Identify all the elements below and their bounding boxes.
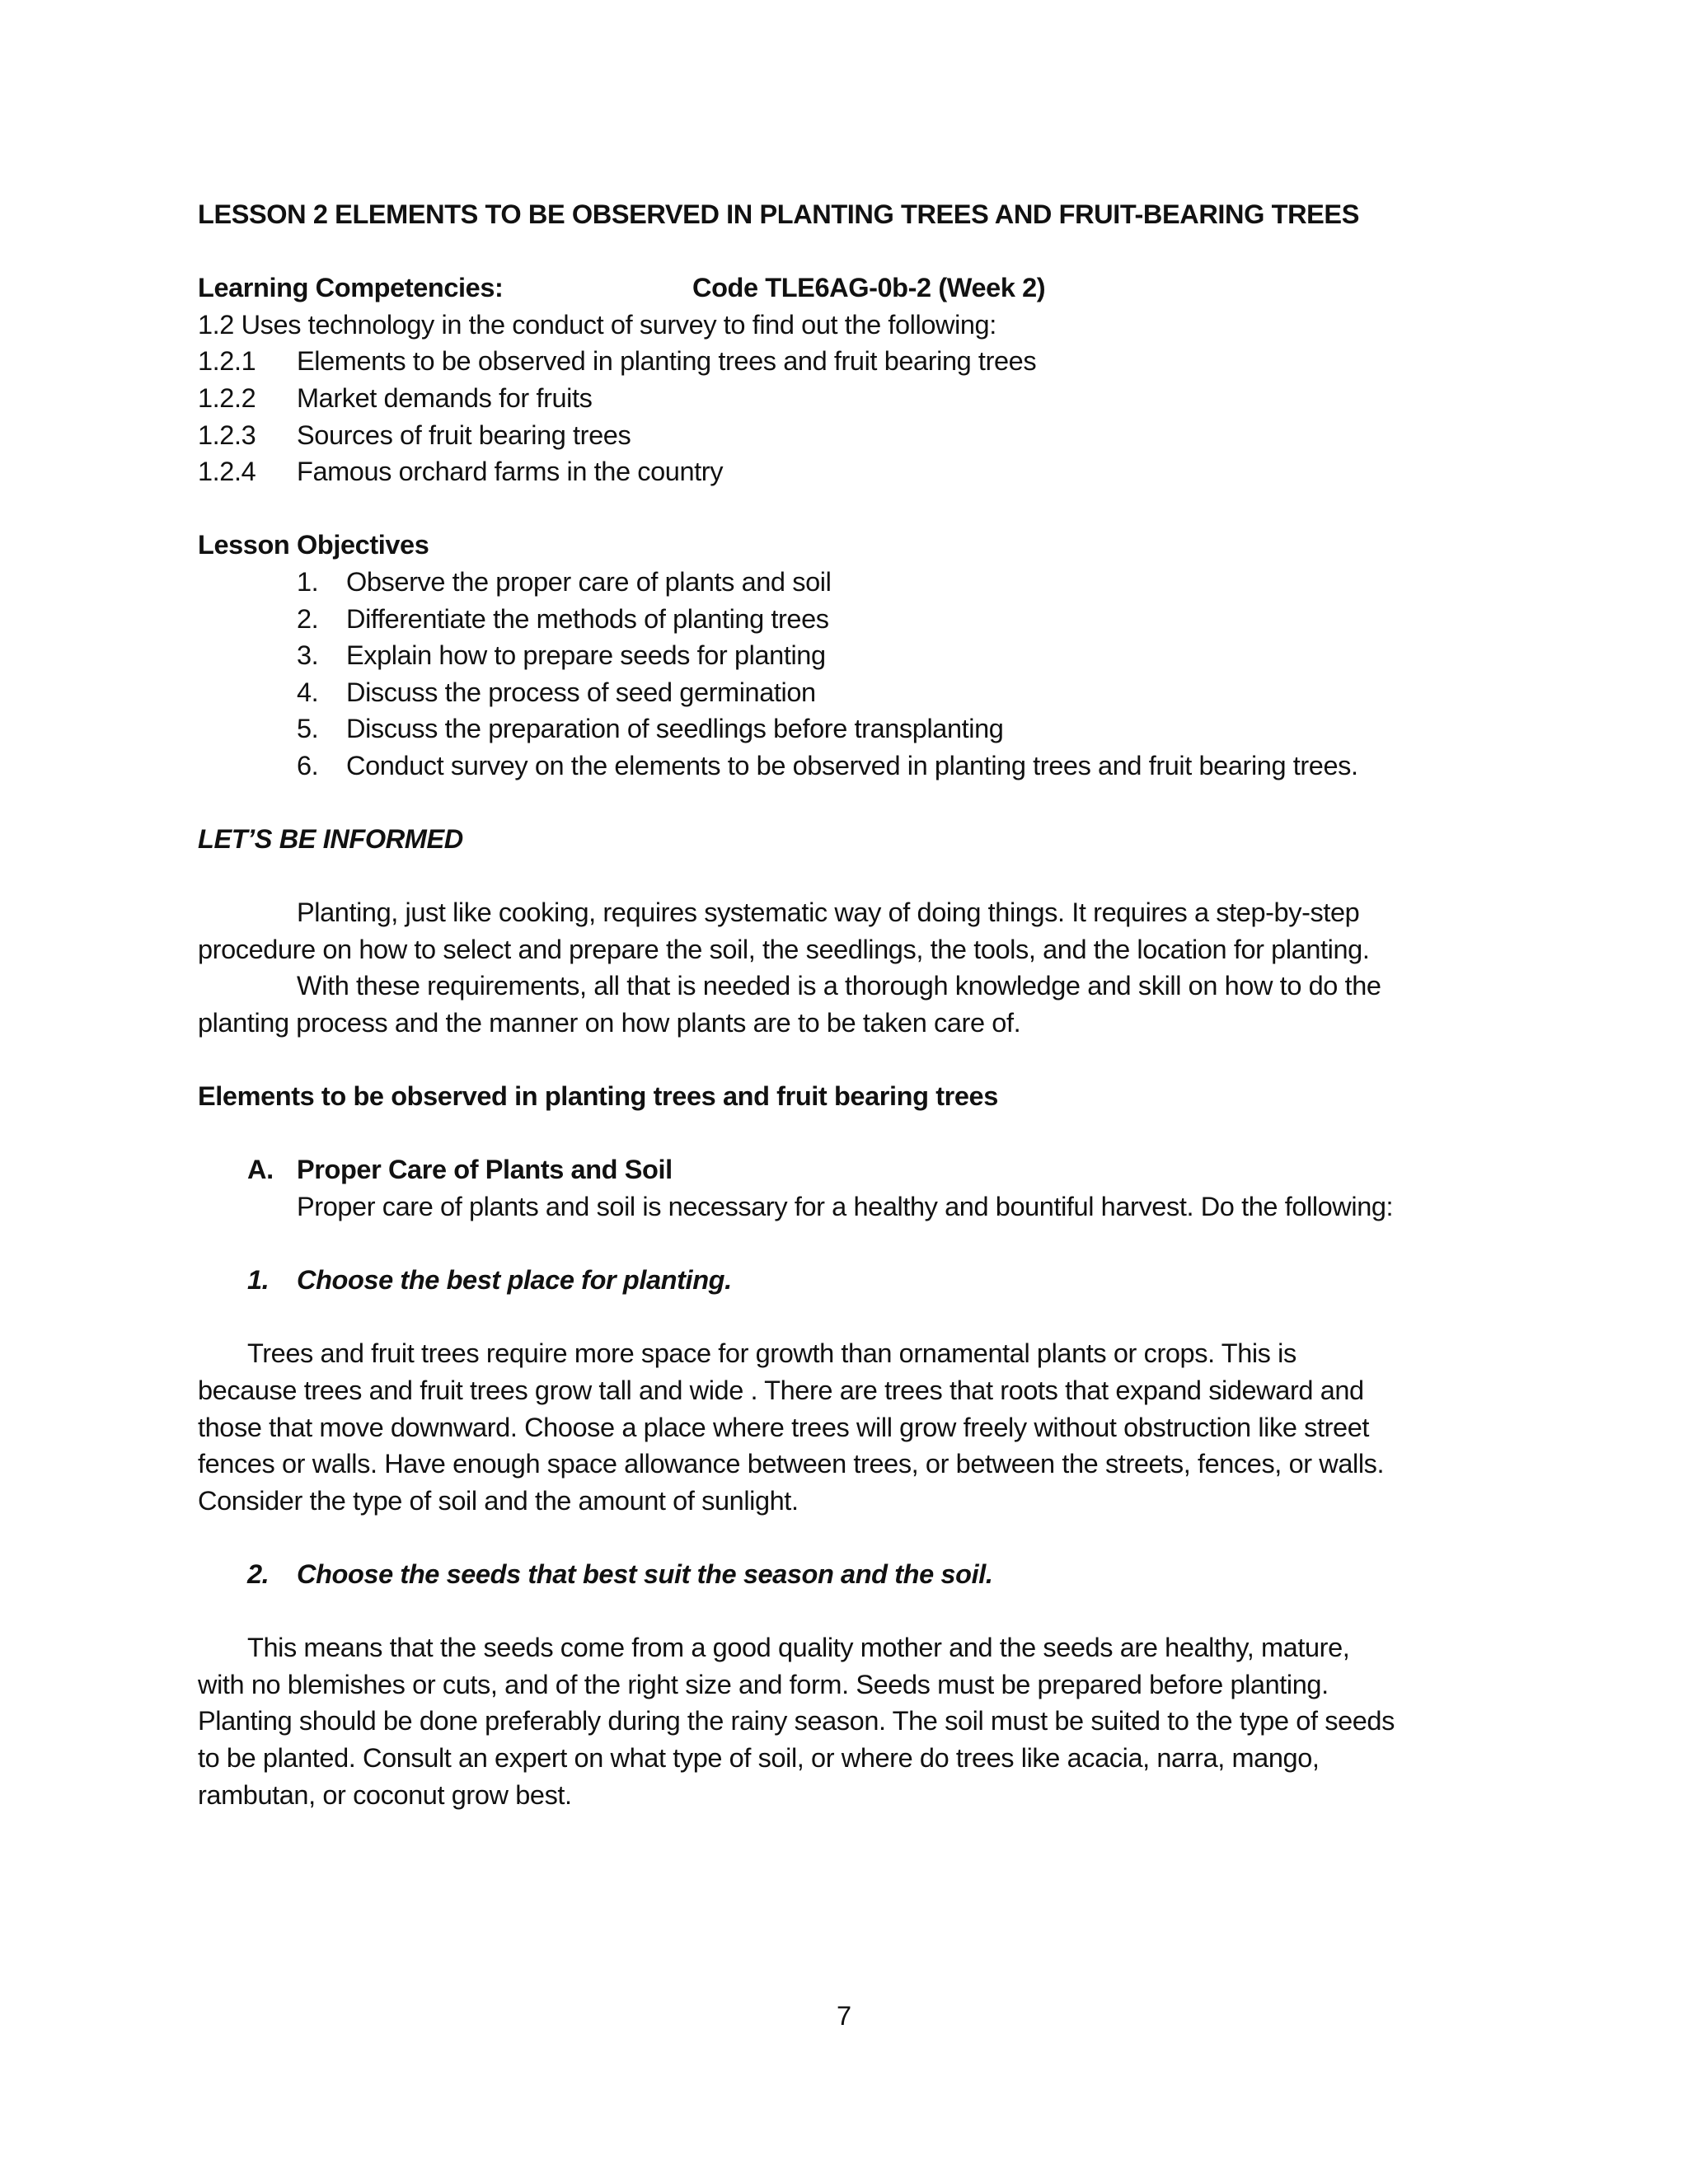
informed-paragraph-line: planting process and the manner on how plants are to be taken care of. [198, 1008, 1021, 1038]
objective-text: Observe the proper care of plants and soil [346, 566, 832, 597]
objective-text: Discuss the process of seed germination [346, 677, 816, 707]
competency-item [198, 417, 1517, 454]
step-number: 1. [247, 1265, 270, 1296]
competency-number: 1.2.2 [198, 382, 256, 413]
step-1-paragraph-line: because trees and fruit trees grow tall and wide . There are trees that roots that expand sideward and [198, 1376, 1364, 1405]
objective-item [198, 710, 1517, 748]
competency-item [198, 453, 1517, 490]
page-number: 7 [836, 2001, 852, 2031]
step-title: Choose the best place for planting. [297, 1265, 732, 1296]
objectives-heading: Lesson Objectives [198, 530, 429, 560]
step-2-paragraph-line: rambutan, or coconut grow best. [198, 1779, 572, 1810]
objective-number: 2. [297, 603, 319, 634]
objective-text: Conduct survey on the elements to be observed in planting trees and fruit bearing trees. [346, 750, 1358, 780]
step-1-paragraph-line: Trees and fruit trees require more space for growth than ornamental plants or crops. This is [247, 1338, 1296, 1369]
competency-item [198, 343, 1517, 380]
spacer [198, 785, 1517, 822]
step-1-heading [198, 1262, 1517, 1299]
objective-item [198, 637, 1517, 674]
objective-item [198, 564, 1517, 601]
spacer [198, 1226, 1517, 1263]
step-2-paragraph-line: with no blemishes or cuts, and of the right size and form. Seeds must be prepared before planting. [198, 1669, 1329, 1699]
informed-paragraph-line: Planting, just like cooking, requires systematic way of doing things. It requires a step-by-step [297, 898, 1360, 928]
step-2-paragraph-line: Planting should be done preferably during the rainy season. The soil must be suited to the type of seeds [198, 1706, 1395, 1736]
objective-text: Explain how to prepare seeds for planting [346, 640, 826, 671]
competency-item [198, 380, 1517, 417]
competency-number: 1.2.4 [198, 457, 256, 487]
objective-text: Discuss the preparation of seedlings before transplanting [346, 714, 1004, 744]
competencies-label: Learning Competencies: [198, 273, 504, 303]
objective-number: 6. [297, 750, 319, 780]
spacer [198, 858, 1517, 895]
competency-code: Code TLE6AG-0b-2 (Week 2) [692, 273, 1046, 303]
objective-item [198, 748, 1517, 785]
spacer [198, 1042, 1517, 1079]
step-2-paragraph-line: This means that the seeds come from a good quality mother and the seeds are healthy, mature, [247, 1633, 1350, 1663]
objective-number: 4. [297, 677, 319, 707]
elements-heading: Elements to be observed in planting trees and fruit bearing trees [198, 1081, 998, 1112]
spacer [198, 1519, 1517, 1556]
step-1-paragraph-line: Consider the type of soil and the amount of sunlight. [198, 1485, 799, 1516]
step-1-paragraph-line: fences or walls. Have enough space allowance between trees, or between the streets, fences, or walls. [198, 1449, 1385, 1479]
competency-number: 1.2.3 [198, 419, 256, 450]
document-page [198, 196, 1517, 1813]
objective-number: 5. [297, 714, 319, 744]
objective-number: 3. [297, 640, 319, 671]
section-title: Proper Care of Plants and Soil [297, 1155, 673, 1185]
spacer [198, 1115, 1517, 1152]
competencies-intro: 1.2 Uses technology in the conduct of survey to find out the following: [198, 309, 996, 340]
competencies-header [198, 269, 1517, 307]
spacer [198, 490, 1517, 527]
section-a-text: Proper care of plants and soil is necessary for a healthy and bountiful harvest. Do the following: [297, 1192, 1394, 1222]
step-title: Choose the seeds that best suit the season and the soil. [297, 1558, 993, 1589]
objective-item [198, 674, 1517, 711]
objective-item [198, 601, 1517, 638]
step-2-heading [198, 1556, 1517, 1593]
competency-text: Famous orchard farms in the country [297, 457, 724, 487]
section-a-heading [198, 1151, 1517, 1188]
objective-text: Differentiate the methods of planting trees [346, 603, 829, 634]
step-number: 2. [247, 1558, 270, 1589]
step-1-paragraph-line: those that move downward. Choose a place where trees will grow freely without obstruction like street [198, 1412, 1370, 1442]
competency-text: Sources of fruit bearing trees [297, 419, 631, 450]
spacer [198, 1593, 1517, 1630]
step-2-paragraph-line: to be planted. Consult an expert on what type of soil, or where do trees like acacia, narra, mango, [198, 1742, 1320, 1773]
informed-paragraph-line: With these requirements, all that is needed is a thorough knowledge and skill on how to do the [297, 971, 1381, 1001]
competency-text: Market demands for fruits [297, 382, 593, 413]
spacer [198, 1299, 1517, 1336]
competency-number: 1.2.1 [198, 346, 256, 377]
competency-text: Elements to be observed in planting trees and fruit bearing trees [297, 346, 1037, 377]
lesson-title: LESSON 2 ELEMENTS TO BE OBSERVED IN PLANTING TREES AND FRUIT-BEARING TREES [198, 199, 1359, 229]
objective-number: 1. [297, 566, 319, 597]
informed-paragraph-line: procedure on how to select and prepare the soil, the seedlings, the tools, and the location for planting. [198, 934, 1370, 964]
section-letter: A. [247, 1155, 274, 1185]
informed-heading: LET’S BE INFORMED [198, 824, 463, 855]
